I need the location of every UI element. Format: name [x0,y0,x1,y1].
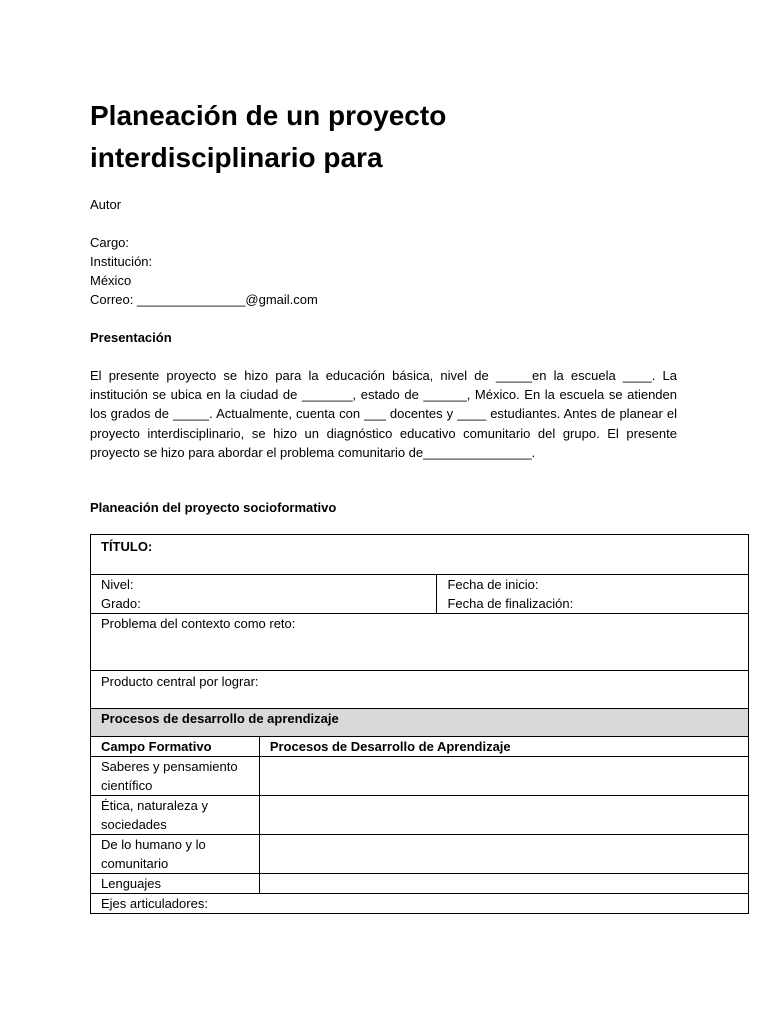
procesos-cell-empty [259,757,748,796]
row-nivel-fecha [91,575,749,614]
procesos-cell-empty [259,796,748,835]
titulo-cell: TÍTULO: [91,535,749,575]
procesos-cell-empty [259,874,748,894]
procesos-header-cell: Procesos de desarrollo de aprendizaje [91,709,749,737]
planning-table [90,534,749,914]
table-row [91,835,749,874]
country-label: México [90,273,132,288]
table-row [91,874,749,894]
nivel-grado-cell [91,575,437,614]
title-line-1: Planeación de un proyecto [90,100,447,131]
row-column-headers [91,737,749,757]
campo-lenguajes: Lenguajes [91,874,260,894]
institucion-label: Institución: [90,254,153,269]
campo-saberes: Saberes y pensamiento científico [91,757,260,796]
table-row [91,796,749,835]
row-titulo [91,535,749,575]
problema-cell: Problema del contexto como reto: [91,614,749,671]
author-details [90,233,318,309]
fecha-inicio-label: Fecha de inicio: [447,577,539,592]
presentacion-heading: Presentación [90,330,172,345]
grado-label: Grado: [101,596,141,611]
producto-cell: Producto central por lograr: [91,671,749,709]
cargo-label: Cargo: [90,235,130,250]
campo-humano: De lo humano y lo comunitario [91,835,260,874]
nivel-label: Nivel: [101,577,134,592]
procesos-cell-empty [259,835,748,874]
table-row [91,757,749,796]
planeacion-heading: Planeación del proyecto socioformativo [90,500,337,515]
author-label: Autor [90,197,122,212]
procesos-column-header: Procesos de Desarrollo de Aprendizaje [259,737,748,757]
row-procesos-header [91,709,749,737]
ejes-cell: Ejes articuladores: [91,894,749,914]
row-producto [91,671,749,709]
row-problema [91,614,749,671]
fecha-fin-label: Fecha de finalización: [447,596,574,611]
title-line-2: interdisciplinario para [90,142,383,173]
campo-formativo-header: Campo Formativo [91,737,260,757]
document-title [90,95,690,179]
campo-etica: Ética, naturaleza y sociedades [91,796,260,835]
email-label: Correo: _______________@gmail.com [90,292,318,307]
presentacion-paragraph: El presente proyecto se hizo para la educación básica, nivel de _____en la escuela ____. La institución se ubica en la ciudad de _______, estado de ______, México. En la escuela se atienden los grados de _____. Actualmente, cuenta con ___ docentes y ____ estudiantes. Antes de planear el proyecto interdisciplinario, se hizo un diagnóstico educativo comunitario del grupo. El presente proyecto se hizo para abordar el problema comunitario de_______________. [90,368,677,460]
fechas-cell [437,575,749,614]
row-ejes [91,894,749,914]
